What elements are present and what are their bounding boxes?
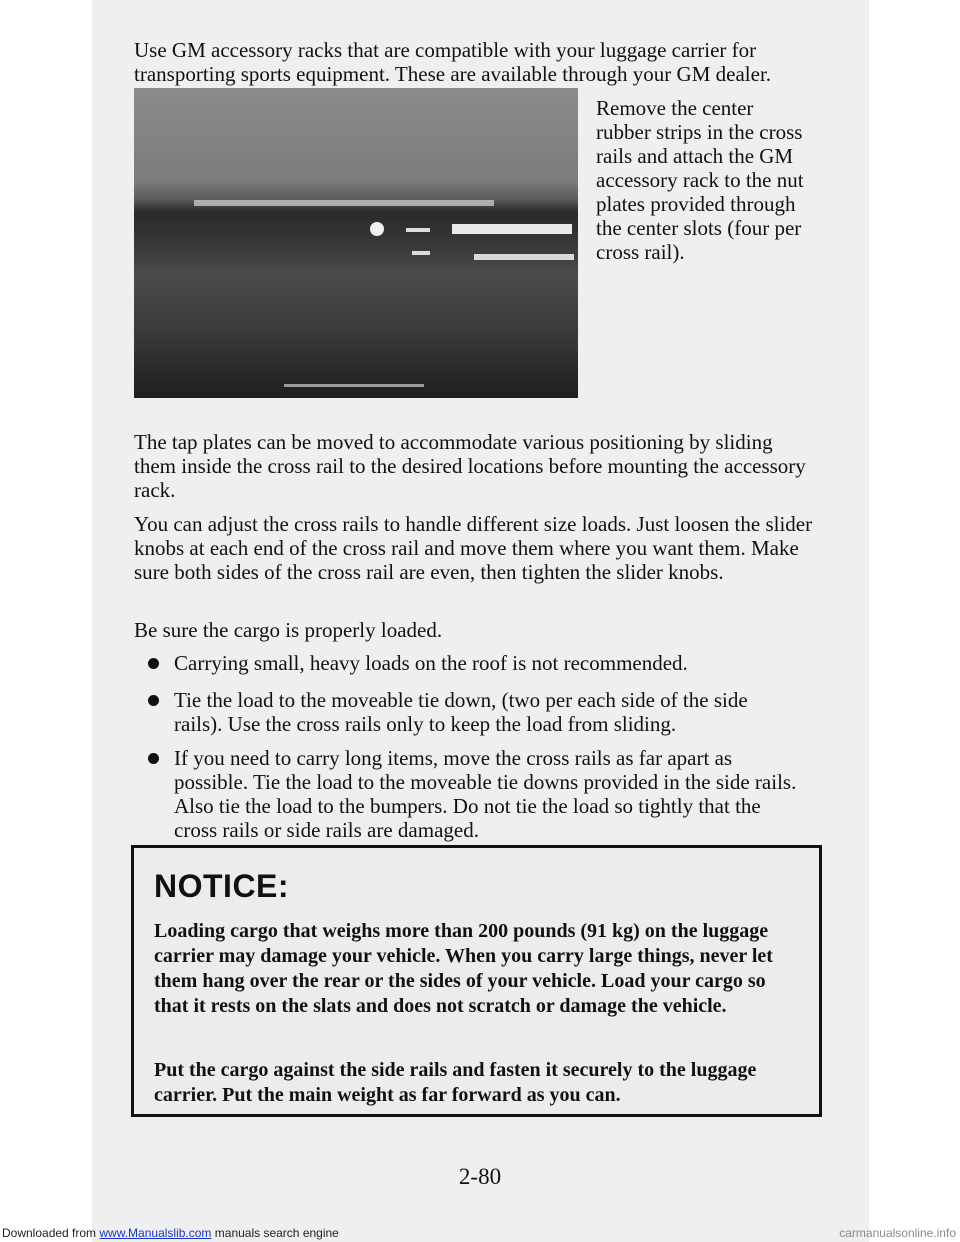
tap-plates-paragraph: The tap plates can be moved to accommodate various positioning by sliding them inside the cross rail to the desired locations before mounting the accessory rack. [134, 430, 806, 502]
footer-prefix: Downloaded from [2, 1226, 100, 1240]
luggage-rack-photo [134, 88, 578, 398]
photo-rail-top [452, 224, 572, 234]
cargo-loaded-paragraph: Be sure the cargo is properly loaded. [134, 618, 443, 642]
footer-suffix: manuals search engine [211, 1226, 339, 1240]
page-number: 2-80 [458, 1164, 502, 1189]
photo-caption-text: Remove the center rubber strips in the cross rails and attach the GM accessory rack to the nut plates provided through the center slots (four per cross rail). [596, 96, 804, 264]
watermark-text: carmanualsonline.info [839, 1226, 956, 1240]
manualslib-link[interactable]: www.Manualslib.com [99, 1226, 212, 1240]
bullet-item [148, 688, 798, 736]
bullet-dot-icon [148, 658, 159, 669]
bullet-dot-icon [148, 753, 159, 764]
notice-text-weight: Loading cargo that weighs more than 200 pounds (91 kg) on the luggage carrier may damage your vehicle. When you carry large things, never let them hang over the rear or the sides of your vehicle. Load your cargo so that it rests on the slats and does not scratch or damage the vehicle. [154, 920, 773, 1017]
bullet-text: Carrying small, heavy loads on the roof is not recommended. [174, 651, 688, 675]
photo-bolt [370, 222, 384, 236]
bullet-text: If you need to carry long items, move the cross rails as far apart as possible. Tie the load to the moveable tie downs provided in the side rails. Also tie the load to the bumpers. Do not tie the load so tightly that the cross rails or side rails are damaged. [174, 746, 797, 842]
photo-slot-top [406, 228, 430, 232]
photo-rail-highlight [194, 200, 494, 206]
cross-rails-paragraph: You can adjust the cross rails to handle different size loads. Just loosen the slider knobs at each end of the cross rail and move them where you want them. Make sure both sides of the cross rail are even, then tighten the slider knobs. [134, 512, 813, 584]
photo-slot-bottom [412, 251, 430, 255]
photo-edge-highlight [284, 384, 424, 387]
bullet-dot-icon [148, 695, 159, 706]
bullet-item [148, 746, 798, 842]
bullet-text: Tie the load to the moveable tie down, (two per each side of the side rails). Use the cross rails only to keep the load from sliding. [174, 688, 748, 736]
download-footer [2, 1226, 339, 1240]
notice-title: NOTICE: [154, 868, 290, 904]
notice-box [131, 845, 822, 1117]
photo-rail-bottom [474, 254, 574, 260]
intro-paragraph: Use GM accessory racks that are compatible with your luggage carrier for transporting sports equipment. These are available through your GM dealer. [134, 38, 772, 86]
notice-text-fasten: Put the cargo against the side rails and fasten it securely to the luggage carrier. Put the main weight as far forward as you can. [154, 1059, 757, 1106]
bullet-item [148, 651, 798, 675]
